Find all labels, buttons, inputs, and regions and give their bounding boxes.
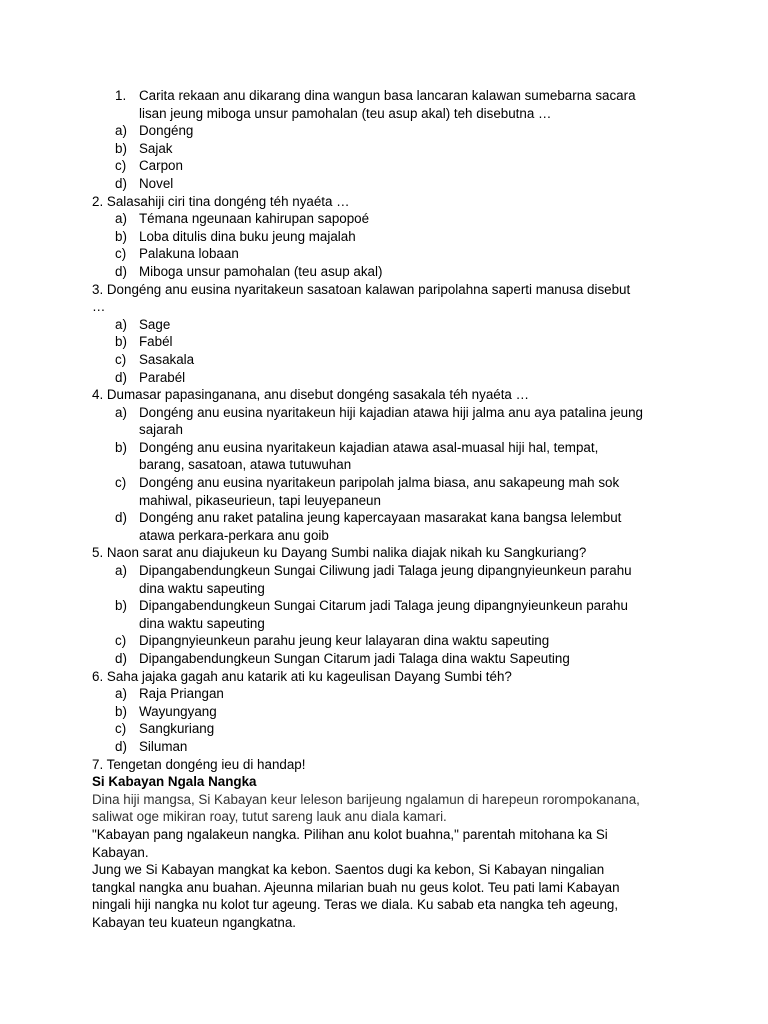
story-line: ningali hiji nangka nu kolot tur ageung. Teras we diala. Ku sabab eta nangka teh ageung,: [92, 897, 619, 913]
option-marker: b): [115, 140, 127, 156]
option-marker: b): [115, 334, 127, 350]
option-text: Dongéng anu raket patalina jeung kapercayaan masarakat kana bangsa lelembut: [139, 510, 622, 526]
option-text: Dongéng anu eusina nyaritakeun hiji kajadian atawa hiji jalma anu aya patalina jeung: [139, 404, 643, 420]
option-text-continuation: barang, sasatoan, atawa tutuwuhan: [139, 457, 352, 473]
option-marker: b): [115, 228, 127, 244]
story-line: Dina hiji mangsa, Si Kabayan keur leleson barijeung ngalamun di harepeun rorompokanana,: [92, 791, 640, 807]
option: [0, 245, 768, 263]
option: [0, 404, 768, 422]
option-text: Dongéng anu eusina nyaritakeun paripolah jalma biasa, anu sakapeung mah sok: [139, 475, 620, 491]
option-marker: a): [115, 563, 127, 579]
story-line: saliwat oge mikiran roay, tutut sareng lauk anu diala kamari.: [92, 809, 447, 825]
option-text: Miboga unsur pamohalan (teu asup akal): [139, 263, 383, 279]
option-text: Raja Priangan: [139, 686, 224, 702]
option: [0, 720, 768, 738]
option: [0, 474, 768, 492]
option-text: Dongéng anu eusina nyaritakeun kajadian atawa asal-muasal hiji hal, tempat,: [139, 439, 599, 455]
option-marker: c): [115, 158, 127, 174]
option-text: Dipangnyieunkeun parahu jeung keur lalayaran dina waktu sapeuting: [139, 633, 550, 649]
document-page: [0, 87, 768, 932]
option-marker: b): [115, 598, 127, 614]
option-marker: a): [115, 211, 127, 227]
option-marker: a): [115, 686, 127, 702]
option: [0, 703, 768, 721]
option-text: Dipangabendungkeun Sungai Citarum jadi Talaga jeung dipangnyieunkeun parahu: [139, 598, 628, 614]
question-text-line: 6. Saha jajaka gagah anu katarik ati ku kageulisan Dayang Sumbi téh?: [92, 668, 512, 684]
option-text: Novel: [139, 175, 174, 191]
option-text-continuation: dina waktu sapeuting: [139, 615, 265, 631]
option: [0, 562, 768, 580]
option-text: Fabél: [139, 334, 173, 350]
option: [0, 140, 768, 158]
option: [0, 351, 768, 369]
option-text: Témana ngeunaan kahirupan sapopoé: [139, 211, 370, 227]
question-7: [0, 756, 768, 932]
option-marker: c): [115, 475, 127, 491]
option: [0, 439, 768, 457]
question-1: [0, 87, 768, 193]
question-1-text-line: Carita rekaan anu dikarang dina wangun basa lancaran kalawan sumebarna sacara: [139, 88, 636, 103]
question-text-line: 5. Naon sarat anu diajukeun ku Dayang Sumbi nalika diajak nikah ku Sangkuriang?: [92, 545, 587, 561]
option-text: Sangkuriang: [139, 721, 215, 737]
option: [0, 228, 768, 246]
option-marker: a): [115, 316, 127, 332]
option: [0, 369, 768, 387]
option-text: Sajak: [139, 140, 173, 156]
option-text: Siluman: [139, 738, 188, 754]
option-marker: c): [115, 721, 127, 737]
question-text-line: 2. Salasahiji ciri tina dongéng téh nyaéta …: [92, 193, 350, 209]
option-text-continuation: sajarah: [139, 422, 183, 438]
option-marker: c): [115, 633, 127, 649]
option-text: Wayungyang: [139, 703, 217, 719]
option-marker: b): [115, 703, 127, 719]
story-line: tangkal nangka anu buahan. Ajeunna milarian buah nu geus kolot. Teu pati lami Kabayan: [92, 879, 620, 895]
question-2: [0, 193, 768, 281]
question-1-number: 1.: [115, 88, 127, 103]
option-text-continuation: mahiwal, pikaseurieun, tapi leuyepaneun: [139, 492, 381, 508]
option-text: Parabél: [139, 369, 186, 385]
option-text: Sasakala: [139, 351, 195, 367]
option-marker: d): [115, 369, 127, 385]
question-7-prompt: 7. Tengetan dongéng ieu di handap!: [92, 756, 306, 772]
option: [0, 509, 768, 527]
option-marker: a): [115, 404, 127, 420]
option: [0, 316, 768, 334]
option-text-continuation: atawa perkara-perkara anu goib: [139, 527, 329, 543]
question-text-line: …: [92, 299, 106, 315]
option-marker: c): [115, 351, 127, 367]
option: [0, 210, 768, 228]
option: [0, 738, 768, 756]
option-text: Dipangabendungkeun Sungan Citarum jadi Talaga dina waktu Sapeuting: [139, 651, 570, 666]
option: [0, 333, 768, 351]
option: [0, 685, 768, 703]
option-text: Dipangabendungkeun Sungai Ciliwung jadi Talaga jeung dipangnyieunkeun parahu: [139, 563, 632, 579]
option-text: Carpon: [139, 158, 183, 174]
option: [0, 263, 768, 281]
option: [0, 650, 768, 668]
option: [0, 157, 768, 175]
option-text: Palakuna lobaan: [139, 246, 239, 262]
option-marker: a): [115, 123, 127, 139]
story-line: "Kabayan pang ngalakeun nangka. Pilihan anu kolot buahna," parentah mitohana ka Si: [92, 826, 608, 842]
question-1-text-line: lisan jeung miboga unsur pamohalan (teu asup akal) teh disebutna …: [139, 105, 552, 121]
option-marker: d): [115, 738, 127, 754]
option-text: Sage: [139, 316, 171, 332]
story-title: Si Kabayan Ngala Nangka: [92, 774, 257, 790]
story-line: Kabayan teu kuateun ngangkatna.: [92, 914, 297, 930]
option-marker: b): [115, 439, 127, 455]
question-6: [0, 668, 768, 756]
option-marker: d): [115, 175, 127, 191]
option-marker: c): [115, 246, 127, 262]
option: [0, 597, 768, 615]
question-4: [0, 386, 768, 544]
question-3: [0, 281, 768, 387]
option-text-continuation: dina waktu sapeuting: [139, 580, 265, 596]
option: [0, 632, 768, 650]
story-line: Jung we Si Kabayan mangkat ka kebon. Saentos dugi ka kebon, Si Kabayan ningalian: [92, 862, 605, 878]
story-line: Kabayan.: [92, 844, 149, 860]
option: [0, 122, 768, 140]
option-marker: d): [115, 510, 127, 526]
question-text-line: 4. Dumasar papasinganana, anu disebut dongéng sasakala téh nyaéta …: [92, 387, 529, 403]
question-5: [0, 544, 768, 667]
option-marker: d): [115, 263, 127, 279]
option-marker: d): [115, 651, 127, 666]
option: [0, 175, 768, 193]
question-text-line: 3. Dongéng anu eusina nyaritakeun sasatoan kalawan paripolahna saperti manusa disebut: [92, 281, 631, 297]
option-text: Dongéng: [139, 123, 194, 139]
option-text: Loba ditulis dina buku jeung majalah: [139, 228, 356, 244]
